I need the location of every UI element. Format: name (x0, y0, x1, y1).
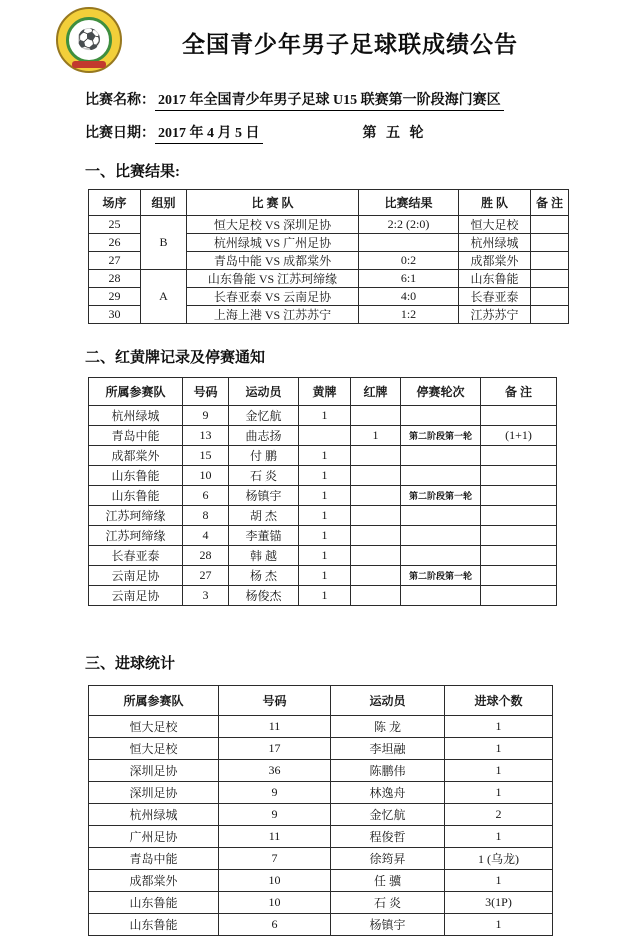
match-name-label: 比赛名称： (85, 93, 155, 108)
table-cell: 李坦融 (331, 738, 445, 760)
table-row (89, 782, 553, 804)
table-cell: 上海上港 VS 江苏苏宁 (187, 306, 359, 324)
table-cell: 石 炎 (331, 892, 445, 914)
table-cell: 1 (351, 426, 401, 446)
results-table-body (89, 216, 569, 324)
table-cell: 第二阶段第一轮 (401, 486, 481, 506)
table-cell: 石 炎 (229, 466, 299, 486)
table-cell (351, 486, 401, 506)
federation-badge-logo (56, 7, 122, 73)
table-cell: 林逸舟 (331, 782, 445, 804)
table-cell: 29 (89, 288, 141, 306)
table-cell: 陈鹏伟 (331, 760, 445, 782)
table-cell: 山东鲁能 VS 江苏珂缔缘 (187, 270, 359, 288)
table-cell (401, 526, 481, 546)
table-cell: 恒大足校 (89, 716, 219, 738)
table-cell: 1 (乌龙) (445, 848, 553, 870)
table-row (89, 870, 553, 892)
table-row (89, 446, 557, 466)
table-cell (351, 546, 401, 566)
table-cell: 长春亚泰 (89, 546, 183, 566)
table-cell: 1 (445, 914, 553, 936)
table-row (89, 804, 553, 826)
table-row (89, 566, 557, 586)
logo-red-band (72, 61, 106, 68)
table-cell (351, 506, 401, 526)
table-cell (531, 252, 569, 270)
table-cell: 9 (183, 406, 229, 426)
table-cell: 第二阶段第一轮 (401, 566, 481, 586)
table-cell: 6:1 (359, 270, 459, 288)
table-cell: 1 (445, 782, 553, 804)
table-cell (531, 216, 569, 234)
table-row (89, 848, 553, 870)
cards-header-row (89, 378, 557, 406)
soccer-ball-glyph: ⚽ (76, 29, 102, 51)
table-cell: 1 (299, 506, 351, 526)
results-header-row (89, 190, 569, 216)
table-cell: 杨镇宇 (331, 914, 445, 936)
table-cell: 深圳足协 (89, 782, 219, 804)
table-cell (351, 566, 401, 586)
table-cell (531, 288, 569, 306)
goals-header-row (89, 686, 553, 716)
table-cell: 1 (299, 446, 351, 466)
table-cell: 青岛中能 (89, 426, 183, 446)
table-cell: 17 (219, 738, 331, 760)
table-cell: 山东鲁能 (459, 270, 531, 288)
column-header: 比 赛 队 (187, 190, 359, 216)
table-cell: 1 (299, 546, 351, 566)
table-cell: 27 (183, 566, 229, 586)
table-cell: 杨俊杰 (229, 586, 299, 606)
cards-table (88, 377, 557, 606)
table-cell (481, 506, 557, 526)
section-heading-goals: 三、进球统计 (85, 656, 176, 672)
table-cell: 1 (299, 586, 351, 606)
cards-table-body (89, 406, 557, 606)
table-cell: 7 (219, 848, 331, 870)
table-cell (481, 446, 557, 466)
table-cell: 长春亚泰 (459, 288, 531, 306)
match-date-line (85, 122, 640, 144)
table-cell: 1 (299, 566, 351, 586)
table-row (89, 716, 553, 738)
table-cell: 恒大足校 (459, 216, 531, 234)
table-cell (401, 546, 481, 566)
table-cell (481, 486, 557, 506)
table-cell: 1 (299, 466, 351, 486)
soccer-ball-icon (66, 17, 112, 63)
table-cell: 深圳足协 (89, 760, 219, 782)
table-cell: 4:0 (359, 288, 459, 306)
table-row (89, 760, 553, 782)
table-cell: 韩 越 (229, 546, 299, 566)
table-cell: 杨镇宇 (229, 486, 299, 506)
table-cell: 云南足协 (89, 566, 183, 586)
table-cell: 金忆航 (229, 406, 299, 426)
table-cell (401, 506, 481, 526)
table-cell: 成都棠外 (89, 446, 183, 466)
table-cell: 13 (183, 426, 229, 446)
table-row (89, 738, 553, 760)
table-cell: 11 (219, 826, 331, 848)
table-row (89, 892, 553, 914)
column-header: 号码 (219, 686, 331, 716)
column-header: 组别 (141, 190, 187, 216)
column-header: 运动员 (331, 686, 445, 716)
table-cell: 30 (89, 306, 141, 324)
table-cell: 青岛中能 (89, 848, 219, 870)
table-cell: 任 骥 (331, 870, 445, 892)
table-cell: 山东鲁能 (89, 466, 183, 486)
goals-table-body (89, 716, 553, 936)
table-cell: 云南足协 (89, 586, 183, 606)
table-row (89, 826, 553, 848)
table-cell: 李董锚 (229, 526, 299, 546)
table-cell: 1 (445, 760, 553, 782)
column-header: 备 注 (531, 190, 569, 216)
column-header: 比赛结果 (359, 190, 459, 216)
table-cell: 2 (445, 804, 553, 826)
table-cell: 杭州绿城 (89, 406, 183, 426)
table-cell: 1:2 (359, 306, 459, 324)
table-cell (351, 526, 401, 546)
table-cell: 付 鹏 (229, 446, 299, 466)
table-cell: 恒大足校 (89, 738, 219, 760)
match-name-value: 2017 年全国青少年男子足球 U15 联赛第一阶段海门赛区 (155, 89, 504, 111)
table-cell: 杭州绿城 (459, 234, 531, 252)
table-cell: (1+1) (481, 426, 557, 446)
table-cell (531, 270, 569, 288)
table-cell (401, 586, 481, 606)
column-header: 胜 队 (459, 190, 531, 216)
table-cell (401, 406, 481, 426)
table-cell: 36 (219, 760, 331, 782)
column-header: 停赛轮次 (401, 378, 481, 406)
meta-block (85, 89, 640, 144)
section-heading-results: 一、比赛结果: (85, 164, 180, 180)
table-cell: 6 (219, 914, 331, 936)
table-cell: 成都棠外 (459, 252, 531, 270)
table-cell: A (141, 270, 187, 324)
section-heading-cards: 二、红黄牌记录及停赛通知 (85, 350, 266, 366)
table-cell: 1 (445, 716, 553, 738)
table-cell: 1 (445, 870, 553, 892)
table-cell: 1 (299, 486, 351, 506)
table-cell: 杭州绿城 (89, 804, 219, 826)
match-date-label: 比赛日期： (85, 126, 155, 141)
table-row (89, 546, 557, 566)
table-cell (481, 586, 557, 606)
table-cell: 26 (89, 234, 141, 252)
column-header: 所属参赛队 (89, 378, 183, 406)
table-cell: 山东鲁能 (89, 892, 219, 914)
table-row (89, 216, 569, 234)
table-cell (481, 546, 557, 566)
table-cell: 2:2 (2:0) (359, 216, 459, 234)
table-cell: 28 (183, 546, 229, 566)
table-cell: 15 (183, 446, 229, 466)
table-cell: 山东鲁能 (89, 914, 219, 936)
column-header: 备 注 (481, 378, 557, 406)
table-cell: 山东鲁能 (89, 486, 183, 506)
table-cell: 徐筠昇 (331, 848, 445, 870)
table-cell: 江苏苏宁 (459, 306, 531, 324)
table-cell: 陈 龙 (331, 716, 445, 738)
table-cell: 27 (89, 252, 141, 270)
table-cell: 4 (183, 526, 229, 546)
column-header: 红牌 (351, 378, 401, 406)
table-cell (401, 446, 481, 466)
table-cell (351, 406, 401, 426)
page-title: 全国青少年男子足球联成绩公告 (182, 31, 518, 57)
results-table (88, 189, 569, 324)
table-cell: 江苏珂缔缘 (89, 526, 183, 546)
goals-table (88, 685, 553, 936)
match-date-value: 2017 年 4 月 5 日 (155, 122, 263, 144)
table-row (89, 406, 557, 426)
table-cell: 杨 杰 (229, 566, 299, 586)
column-header: 场序 (89, 190, 141, 216)
table-cell (401, 466, 481, 486)
table-cell: 青岛中能 VS 成都棠外 (187, 252, 359, 270)
table-row (89, 526, 557, 546)
table-cell: 11 (219, 716, 331, 738)
table-row (89, 914, 553, 936)
match-name-line (85, 89, 640, 111)
table-row (89, 586, 557, 606)
table-cell (531, 234, 569, 252)
table-cell: 28 (89, 270, 141, 288)
table-cell (351, 586, 401, 606)
table-cell: 8 (183, 506, 229, 526)
table-cell: 3(1P) (445, 892, 553, 914)
table-cell (359, 234, 459, 252)
table-cell: 1 (445, 826, 553, 848)
table-cell: 0:2 (359, 252, 459, 270)
table-cell: 金忆航 (331, 804, 445, 826)
table-cell (351, 466, 401, 486)
table-cell: B (141, 216, 187, 270)
column-header: 黄牌 (299, 378, 351, 406)
table-cell: 1 (299, 526, 351, 546)
column-header: 运动员 (229, 378, 299, 406)
table-row (89, 486, 557, 506)
table-cell: 广州足协 (89, 826, 219, 848)
column-header: 进球个数 (445, 686, 553, 716)
table-cell: 成都棠外 (89, 870, 219, 892)
table-cell (299, 426, 351, 446)
table-cell (481, 526, 557, 546)
table-cell: 江苏珂缔缘 (89, 506, 183, 526)
table-cell: 长春亚泰 VS 云南足协 (187, 288, 359, 306)
table-cell: 6 (183, 486, 229, 506)
table-cell (481, 406, 557, 426)
table-cell: 胡 杰 (229, 506, 299, 526)
table-cell: 10 (219, 892, 331, 914)
column-header: 所属参赛队 (89, 686, 219, 716)
table-cell: 9 (219, 782, 331, 804)
table-cell: 10 (183, 466, 229, 486)
table-cell: 程俊哲 (331, 826, 445, 848)
table-cell: 9 (219, 804, 331, 826)
table-cell: 25 (89, 216, 141, 234)
table-cell (351, 446, 401, 466)
table-cell (531, 306, 569, 324)
column-header: 号码 (183, 378, 229, 406)
table-row (89, 426, 557, 446)
table-cell: 3 (183, 586, 229, 606)
table-cell: 第二阶段第一轮 (401, 426, 481, 446)
table-cell: 恒大足校 VS 深圳足协 (187, 216, 359, 234)
table-cell: 杭州绿城 VS 广州足协 (187, 234, 359, 252)
table-row (89, 466, 557, 486)
table-cell (481, 566, 557, 586)
table-cell: 曲志扬 (229, 426, 299, 446)
table-cell (481, 466, 557, 486)
round-label: 第 五 轮 (362, 126, 427, 141)
table-cell: 1 (445, 738, 553, 760)
table-row (89, 506, 557, 526)
table-cell: 10 (219, 870, 331, 892)
table-cell: 1 (299, 406, 351, 426)
table-row (89, 270, 569, 288)
